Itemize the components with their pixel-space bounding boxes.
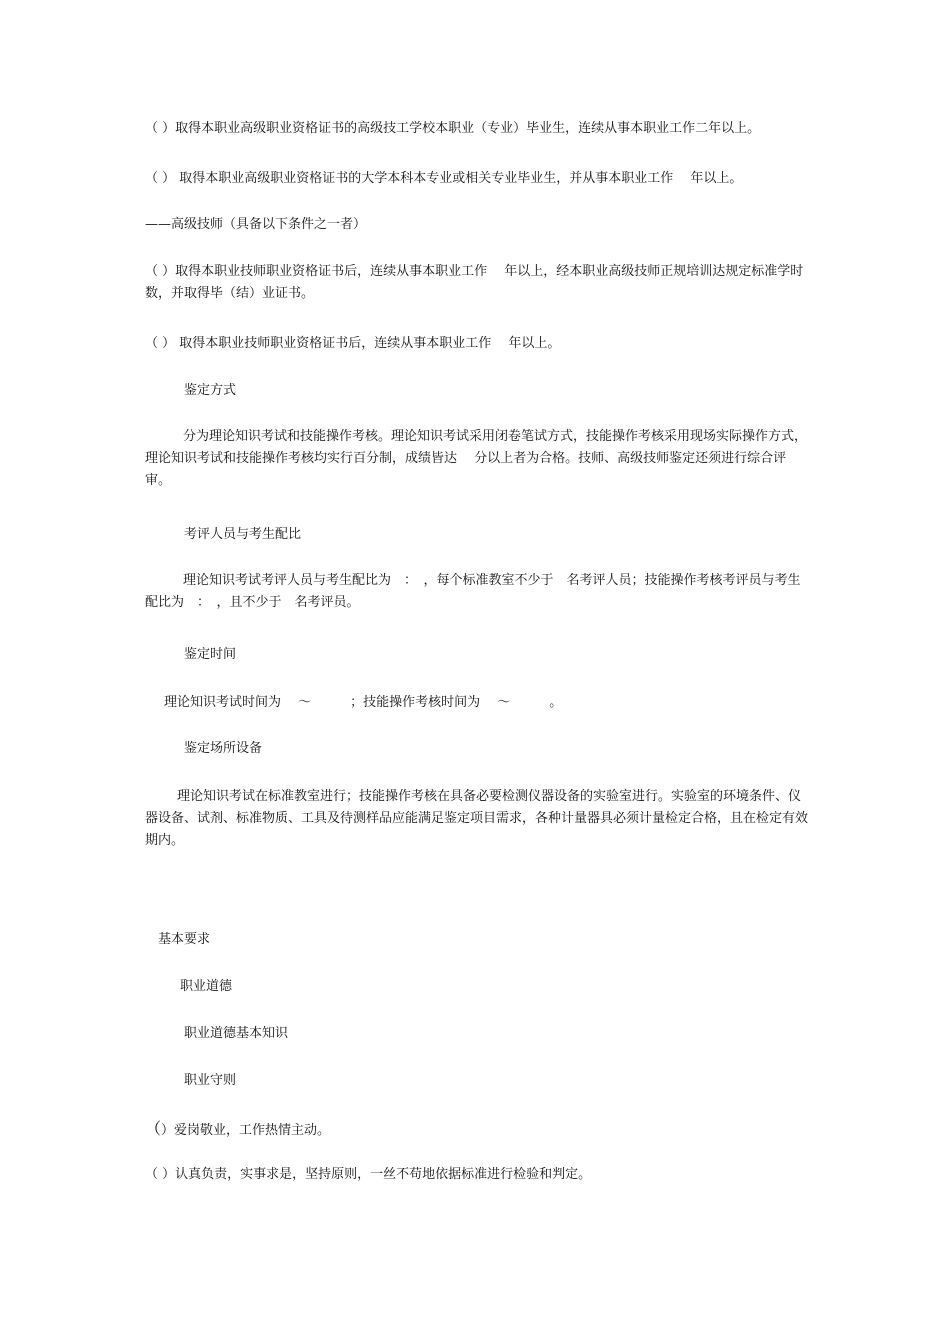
condition-paragraph-4: （ ） 取得本职业技师职业资格证书后，连续从事本职业工作 年以上。 [145,336,561,351]
method-title: 鉴定方式 [184,383,237,398]
method-text: 分为理论知识考试和技能操作考核。理论知识考试采用闭卷笔试方式，技能操作考核采用现场实际操作方式，理论知识考试和技能操作考核均实行百分制，成绩皆达 分以上者为合格。技师、高级技师鉴定还须进行综合评审。 [145,429,808,488]
time-text: 理论知识考试时间为 ～ ；技能操作考核时间为 ～ 。 [164,695,563,710]
code-rule-1-paren: （ [145,1119,162,1138]
condition-paragraph-1: （ ）取得本职业高级职业资格证书的高级技工学校本职业（专业）毕业生，连续从事本职业工作二年以上。 [145,121,761,136]
code-rule-2: （ ）认真负责，实事求是，坚持原则，一丝不苟地依据标准进行检验和判定。 [145,1167,592,1182]
code-rule-1-text: ）爱岗敬业，工作热情主动。 [161,1123,331,1138]
condition-paragraph-3: （ ）取得本职业技师职业资格证书后，连续从事本职业工作 年以上，经本职业高级技师正规培训达规定标准学时数，并取得毕（结）业证书。 [145,264,804,301]
code-of-conduct-heading: 职业守则 [184,1073,237,1088]
venue-title: 鉴定场所设备 [184,741,263,756]
professional-ethics-heading: 职业道德 [180,979,233,994]
senior-technician-heading: ——高级技师（具备以下条件之一者） [145,217,367,232]
venue-text: 理论知识考试在标准教室进行；技能操作考核在具备必要检测仪器设备的实验室进行。实验室的环境条件、仪器设备、试剂、标准物质、工具及待测样品应能满足鉴定项目需求，各种计量器具必须计量检定合格，且在检定有效期内。 [145,789,809,848]
code-rule-1 [145,1118,810,1142]
condition-paragraph-2: （ ） 取得本职业高级职业资格证书的大学本科本专业或相关专业毕业生，并从事本职业工作 年以上。 [145,171,743,186]
time-title: 鉴定时间 [184,647,237,662]
basic-requirements-heading: 基本要求 [158,932,211,947]
ratio-text: 理论知识考试考评人员与考生配比为 ： ，每个标准教室不少于 名考评人员；技能操作考核考评员与考生配比为 ： ，且不少于 名考评员。 [145,573,801,610]
ratio-title: 考评人员与考生配比 [184,527,302,542]
ethics-knowledge-heading: 职业道德基本知识 [184,1026,289,1041]
